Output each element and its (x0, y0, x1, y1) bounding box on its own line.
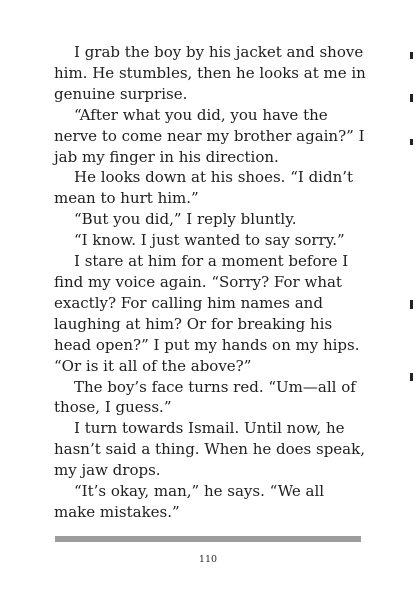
edge-mark (410, 94, 413, 102)
body-text (54, 42, 366, 523)
paragraph: I turn towards Ismail. Until now, he hasn’t said a thing. When he does speak, my jaw drops. (54, 419, 365, 480)
edge-mark (410, 373, 413, 381)
paragraph: I grab the boy by his jacket and shove him. He stumbles, then he looks at me in genuine surprise. (54, 43, 366, 103)
paragraph: The boy’s face turns red. “Um—all of those, I guess.” (54, 377, 356, 417)
paragraph: “But you did,” I reply bluntly. (74, 210, 297, 229)
paragraph: He looks down at his shoes. “I didn’t mean to hurt him.” (54, 168, 354, 208)
edge-mark (410, 52, 413, 59)
page-number: 110 (198, 554, 218, 565)
paragraph: “It’s okay, man,” he says. “We all make mistakes.” (54, 482, 325, 521)
footer-rule (55, 536, 361, 542)
edge-mark (410, 300, 413, 309)
paragraph: I stare at him for a moment before I find my voice again. “Sorry? For what exactly? For calling him names and laughing at him? Or for breaking his head open?” I put my hands on my hips. “Or is it all of the above?” (54, 252, 360, 375)
edge-mark (410, 139, 413, 145)
paragraph: “After what you did, you have the nerve to come near my brother again?” I jab my finger in his direction. (54, 105, 365, 166)
paragraph: “I know. I just wanted to say sorry.” (74, 231, 345, 250)
